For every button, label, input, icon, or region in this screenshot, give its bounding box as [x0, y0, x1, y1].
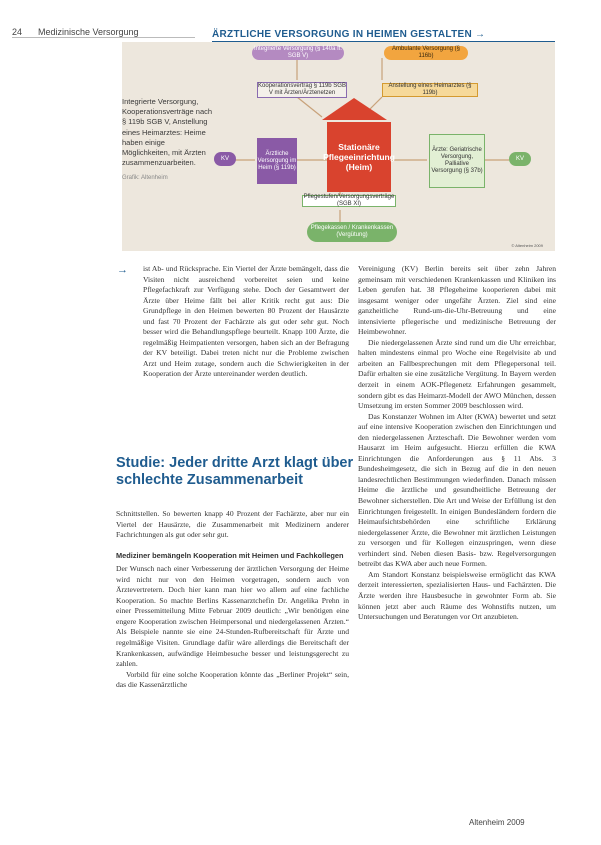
page-footer: Altenheim 2009 — [469, 818, 525, 827]
paragraph: Vereinigung (KV) Berlin bereits seit über zehn Jahren gemeinsam mit verschiedenen Krankenkassen und Kliniken ins Leben gerufen hat. 38 Pflegeheime kooperieren dabei mit insgesamt weniger oder ungefähr Ärzten. Ziel sind eine ganzheitliche Rund-um-die-Uhr-Betreuung und eine intensivierte pflegerische und medizinische Betreuung der Heimbewohner. — [358, 264, 556, 337]
top-left-oval: Integrierte Versorgung (§ 140a ff. SGB V) — [252, 46, 344, 60]
study-heading: Studie: Jeder dritte Arzt klagt über schlechte Zusammenarbeit — [116, 455, 354, 488]
mid-right-box: Anstellung eines Heimarztes (§ 119b) — [382, 83, 478, 97]
paragraph: Die niedergelassenen Ärzte sind rund um die Uhr erreichbar, halten mindestens einmal pro Woche eine Regelvisite ab und arbeiten an Fallbesprechungen mit dem Pflegepersonal teil. Dafür erhalten sie eine zusätzliche Vergütung. In Bayern werden derzeit in einem AOK-Pflegenetz Erfahrungen gesammelt, sondern gibt es das Heimarzt-Modell der AWO München, dessen Umsetzung im ersten Sommer 2009 beschlossen wird. — [358, 337, 556, 411]
far-left-oval: KV — [214, 152, 236, 166]
graphic-credit: © Altenheim 2009 — [511, 243, 543, 248]
left-column-body — [116, 509, 349, 691]
bottom-oval: Pflegekassen / Krankenkassen (Vergütung) — [307, 222, 397, 242]
bottom-bar: Pflegestufen/Versorgungsverträge (SGB XI) — [303, 194, 395, 207]
paragraph: Das Konstanzer Wohnen im Alter (KWA) bewertet und setzt auf eine intensive Kooperation zwischen den Einrichtungen und den niedergelassenen Ärzteschaft. Die Bewohner werden vom Hausarzt im Heim aufgesucht. Hierzu erfüllen die KWA Einrichtungen die Anforderungen aus § 11 Abs. 3 Bundesheimgesetz, die sich in Bezug auf die in den neuen landesrechtlichen Bestimmungen wiederfinden. Danach müssen Heime die ärztliche und gesundheitliche Betreuung der Bewohner sicherstellen. Die Art und Weise der Erfüllung ist den Einrichtungen freigestellt. In einigen Bundesländern fordern die Heimaufsichtsbehörden eine schriftliche Erklärung niedergelassener Ärzte, die Bewohner mit ärztlichen Leistungen zu versorgen und für Kollegen einzuspringen, wenn diese verhindert sind. Neben diesen Basis- bzw. Regelversorgungen betreibt das KWA aber auch neue Formen. — [358, 411, 556, 569]
right-column — [358, 264, 556, 623]
center-line-1: Stationäre — [338, 142, 380, 152]
paragraph: Vorbild für eine solche Kooperation könnte das „Berliner Projekt“ sein, das die Kassenärztliche — [116, 669, 349, 690]
graphic-caption — [122, 97, 214, 250]
header-divider — [12, 37, 195, 38]
section-title: Medizinische Versorgung — [38, 27, 139, 37]
page-number: 24 — [12, 27, 23, 37]
paragraph: Schnittstellen. So bewerten knapp 40 Prozent der Fachärzte, aber nur ein Viertel der Hausärzte, die Zusammenarbeit mit Medizinern anderer Fachrichtungen als gut oder sehr gut. — [116, 509, 349, 540]
caption-source: Grafik: Altenheim — [122, 175, 168, 182]
right-green-box: Ärzte: Geriatrische Versorgung, Palliative Versorgung (§ 37b) — [429, 134, 485, 188]
mid-left-box: Kooperationsvertrag § 119b SGB V mit Ärzten/Ärztenetzen — [258, 83, 346, 96]
subheading: Mediziner bemängeln Kooperation mit Heimen und Fachkollegen — [116, 550, 344, 560]
paragraph: Am Standort Konstanz beispielsweise ermöglicht das KWA derzeit interessierten, spezialisierten Haus- und Fachärzten. Die Ärzte werden ihre Hausbesuche in gewohnter Form ab. Sie können jetzt aber auch Räume des Wohnstifts nutzen, um Untersuchungen und Beratungen vor Ort anzubieten. — [358, 569, 556, 622]
paragraph: Der Wunsch nach einer Verbesserung der ärztlichen Versorgung der Heime wird nicht nur von den Heimen vorgetragen, sondern auch von Ärztevertretern. Doch hier kann man hier wo allem auf eine fachliche Kooperation. So machte Berlins Kassenarztchefin Dr. Angelika Prehn in einer Pressemitteilung Mitte Februar 2009 deutlich: „Wir benötigen eine engere Kooperation zwischen Heimpersonal und niedergelassenen Ärzten.“ Als Beispiele nannte sie eine 24-Stunden-Rufbereitschaft für Ärzte und regelmäßige Visiten. Grundlage dafür wäre allerdings die Bereitschaft der Krankenkassen, aufwändige Heimbesuche besser und leistungsgerecht zu zahlen. — [116, 564, 349, 669]
continuation-arrow-icon: → — [117, 264, 128, 276]
center-line-2: Pflegeeinrichtung — [323, 152, 395, 162]
graphic-title: ÄRZTLICHE VERSORGUNG IN HEIMEN GESTALTEN → — [212, 29, 486, 40]
top-right-oval: Ambulante Versorgung (§ 116b) — [384, 46, 468, 60]
center-line-3: (Heim) — [345, 162, 373, 172]
left-purple-box: Ärztliche Versorgung im Heim (§ 119b) — [257, 138, 297, 184]
far-right-oval: KV — [509, 152, 531, 166]
left-column-intro — [143, 264, 349, 380]
center-box — [323, 122, 395, 192]
paragraph: ist Ab- und Rücksprache. Ein Viertel der Ärzte bemängelt, dass die Visiten nicht ausreichend vorbereitet seien und keine Pflegefachkraft zur Verfügung stehe. Doch der Gesamtwert der Ärzte über Heime fällt bei aller Kritik recht gut aus: Die Grundpflege in den Heimen bewerten 80 Prozent der Hausärzte und fast 70 Prozent der Fachärzte als gut oder sehr gut. Noch besser wird die Behandlungspflege beurteilt. Knapp 100 Ärzte, die regelmäßig Heimpatienten versorgen, haben sich an der Befragung der KV beteiligt. Dabei treten nicht nur die Probleme zwischen Arzt und Heim zutage, sondern auch die Schwierigkeiten in der Kooperation der Ärzte untereinander werden deutlich. — [143, 264, 349, 379]
caption-text: Integrierte Versorgung, Kooperationsverträge nach § 119b SGB V, Anstellung eines Heimarztes: Heime haben einige Möglichkeiten, mit Ärzten zusammenzuarbeiten. — [122, 97, 213, 168]
